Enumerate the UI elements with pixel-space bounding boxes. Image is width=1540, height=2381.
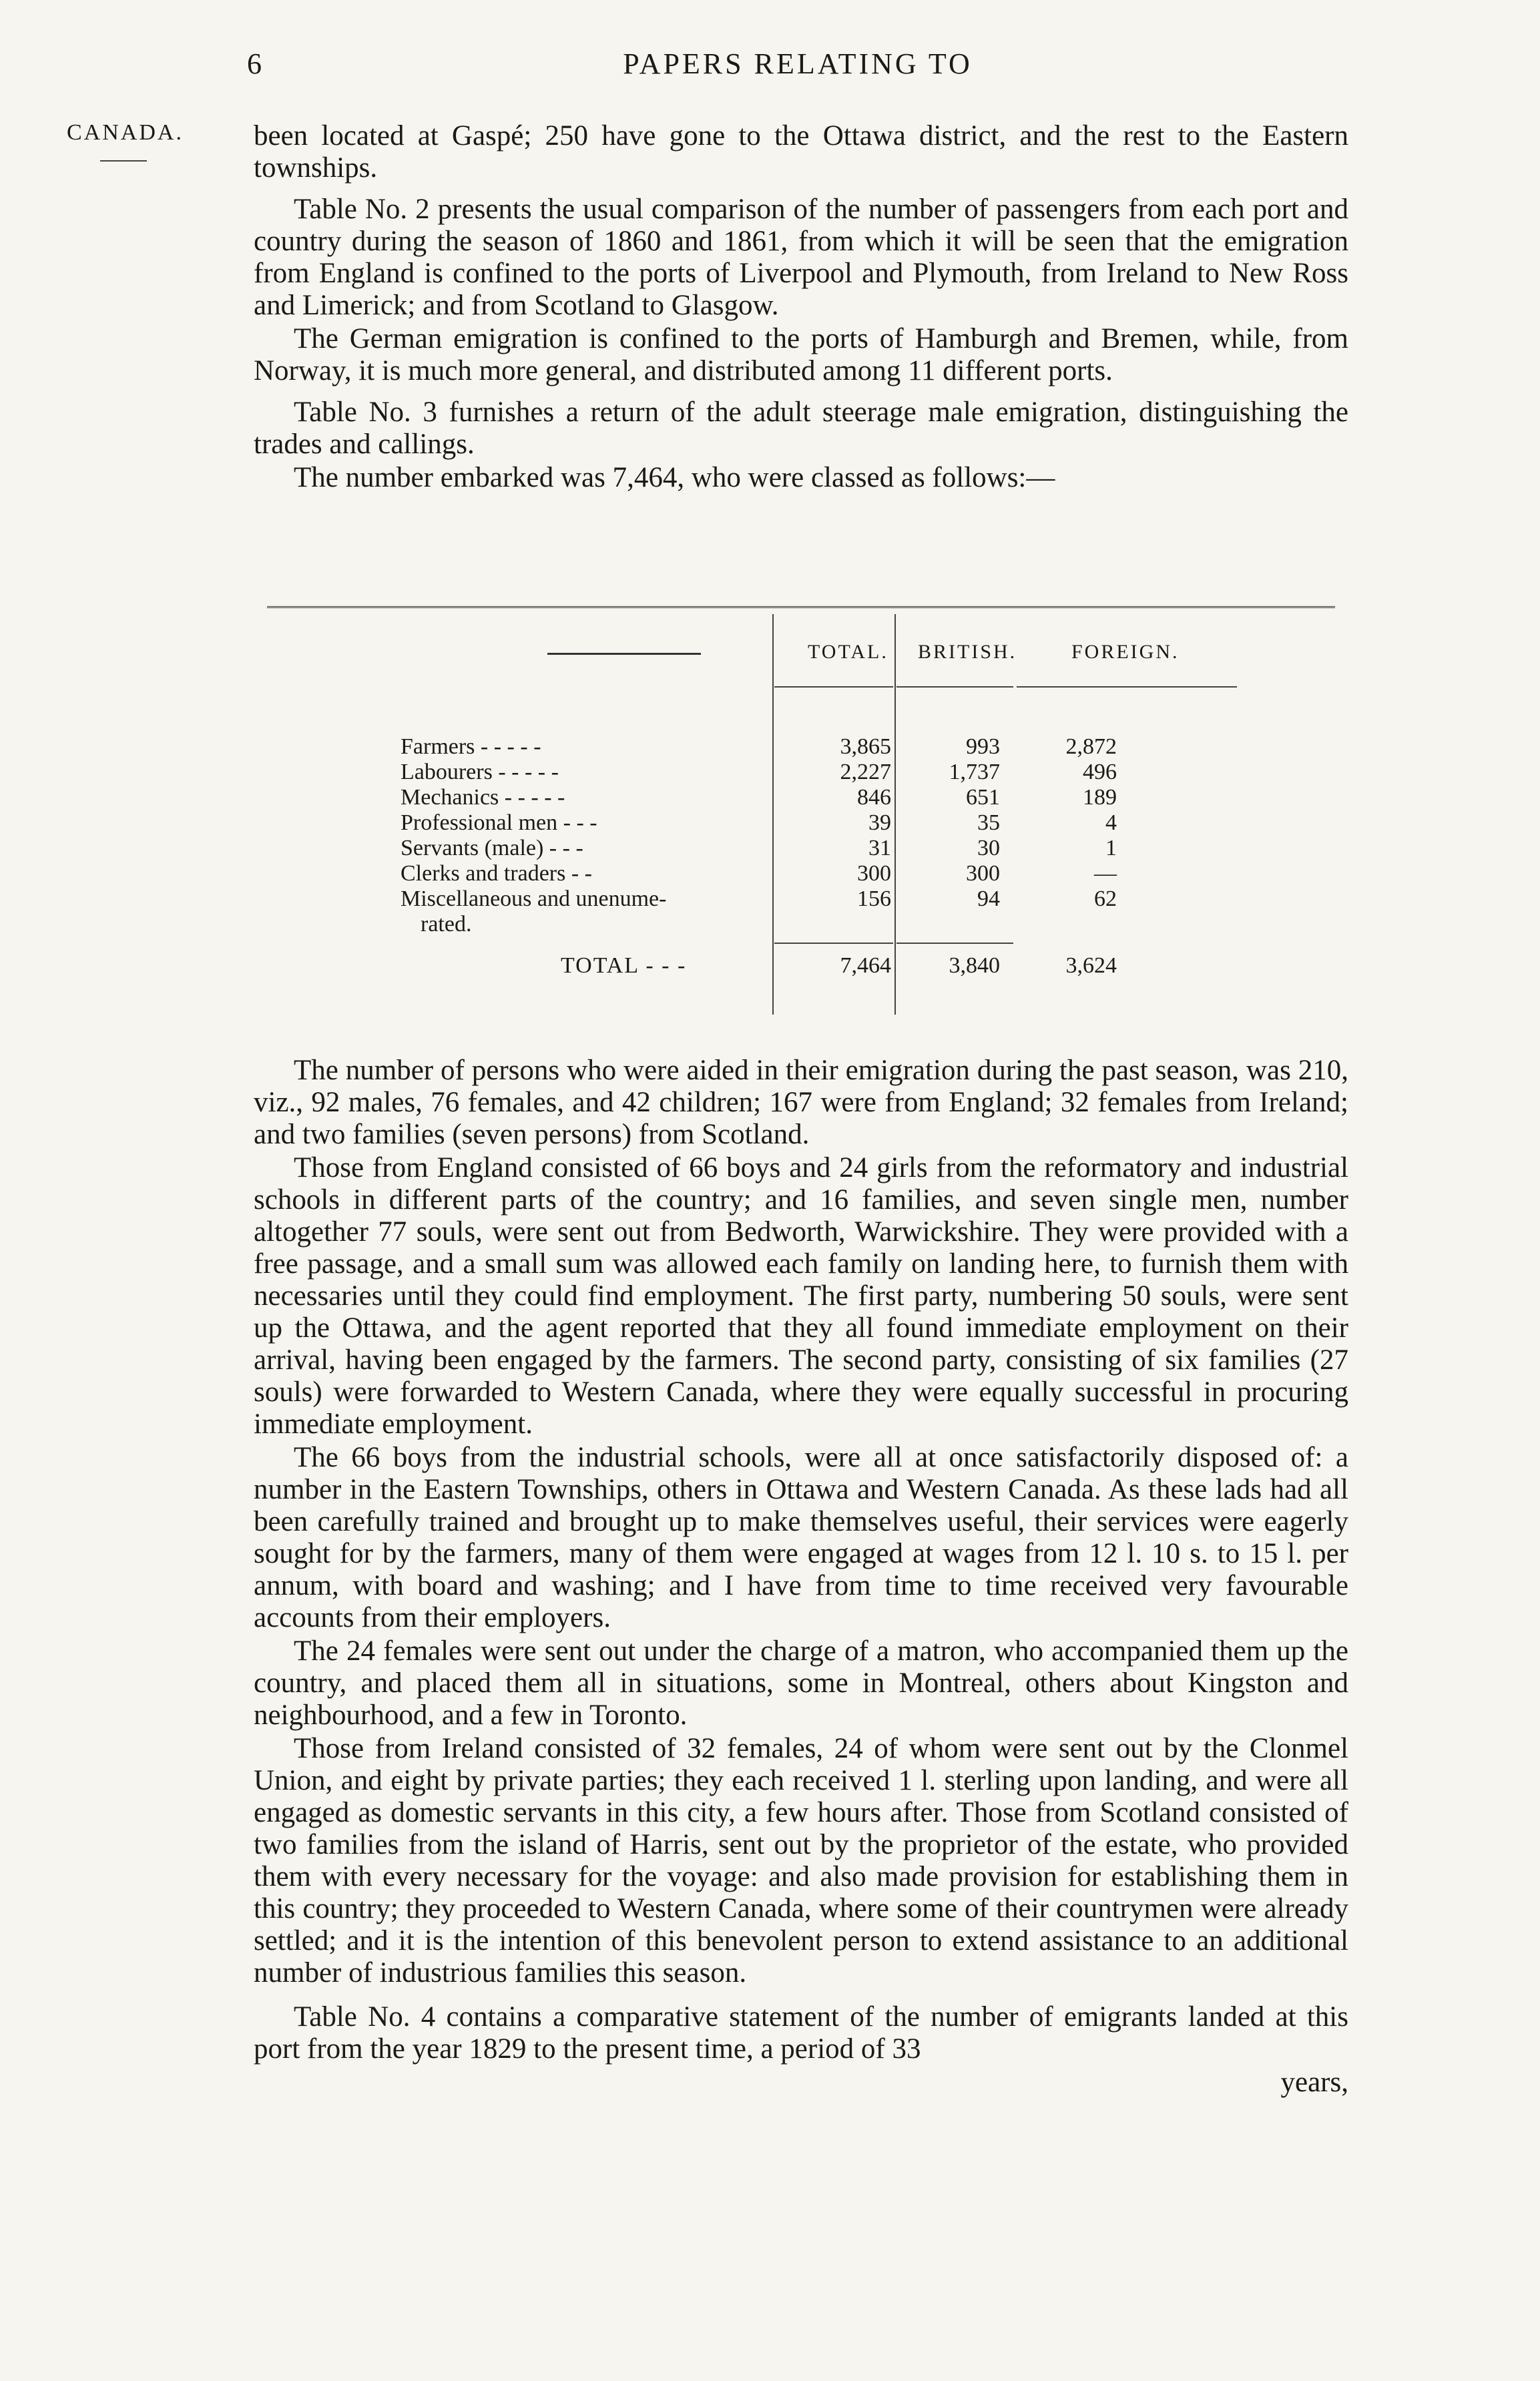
header-underline (1017, 686, 1237, 688)
cell-british: 993 (966, 734, 1000, 759)
cell-foreign: 2,872 (1065, 734, 1117, 759)
emigration-table (254, 587, 1348, 1015)
paragraph: Table No. 4 contains a comparative statement of the number of emigrants landed at this port from the year 1829 to the present time, a period of 33 (254, 2001, 1348, 2065)
cell-british: 300 (966, 861, 1000, 886)
cell-foreign: 189 (1083, 785, 1117, 810)
row-label: Mechanics - - - - - (401, 785, 565, 810)
paragraph: The number embarked was 7,464, who were classed as follows:— (294, 462, 1055, 493)
cell-total: 3,865 (840, 734, 891, 759)
cell-total: 39 (868, 810, 891, 835)
paragraph: been located at Gaspé; 250 have gone to the Ottawa district, and the rest to the Eastern townships. (254, 120, 1348, 184)
paragraph: The number of persons who were aided in their emigration during the past season, was 210, viz., 92 males, 76 females, and 42 children; 167 were from England; 32 females from Ireland; and two families (seven persons) from Scotland. (254, 1055, 1348, 1150)
body-text-top (254, 120, 1348, 494)
column-header-foreign: FOREIGN. (1071, 641, 1180, 663)
column-header-total: TOTAL. (808, 641, 888, 663)
row-label: Labourers - - - - - (401, 760, 559, 784)
paragraph: The 24 females were sent out under the charge of a matron, who accompanied them up the country, and placed them all in situations, some in Montreal, others about Kingston and neighbourhood, and a few in Toronto. (254, 1635, 1348, 1731)
column-divider (772, 614, 774, 1015)
cell-total: 300 (857, 861, 891, 886)
cell-british: 651 (966, 785, 1000, 810)
column-header-british: BRITISH. (918, 641, 1017, 663)
page-title: PAPERS RELATING TO (623, 47, 973, 80)
header-underline (896, 686, 1013, 688)
catchword: years, (1280, 2067, 1348, 2098)
cell-total: 2,227 (840, 760, 891, 784)
paragraph: The German emigration is confined to the ports of Hamburgh and Bremen, while, from Norway, it is much more general, and distributed among 11 different ports. (254, 323, 1348, 386)
row-label: Farmers - - - - - (401, 734, 541, 759)
cell-foreign: 1 (1105, 836, 1117, 860)
paragraph: Those from Ireland consisted of 32 females, 24 of whom were sent out by the Clonmel Union, and eight by private parties; they each received 1 l. sterling upon landing, and were all engaged as domestic servants in this city, a few hours after. Those from Scotland consisted of two families from the island of Harris, sent out by the proprietor of the estate, who provided them with every necessary for the voyage: and also made provision for establishing them in this country; they proceeded to Western Canada, where some of their countrymen were already settled; and it is the intention of this benevolent person to extend assistance to an additional number of industrious families this season. (254, 1733, 1348, 1989)
paragraph: Table No. 3 furnishes a return of the adult steerage male emigration, distinguishing the trades and callings. (254, 396, 1348, 460)
total-row-label: TOTAL - - - (561, 953, 687, 978)
paragraph: Table No. 2 presents the usual comparison of the number of passengers from each port and country during the season of 1860 and 1861, from which it will be seen that the emigration from England is confined to the ports of Liverpool and Plymouth, from Ireland to New Ross and Limerick; and from Scotland to Glasgow. (254, 194, 1348, 321)
body-text-bottom (254, 1055, 1348, 2099)
sum-rule (774, 943, 893, 944)
cell-british: 94 (977, 886, 1000, 911)
cell-foreign: — (1094, 861, 1117, 886)
cell-foreign: 62 (1094, 886, 1117, 911)
cell-total: 846 (857, 785, 891, 810)
cell-british: 1,737 (949, 760, 1000, 784)
cell-british: 30 (977, 836, 1000, 860)
sum-rule (896, 943, 1013, 944)
total-cell-british: 3,840 (949, 953, 1000, 978)
cell-total: 156 (857, 886, 891, 911)
header-underline (774, 686, 893, 688)
cell-british: 35 (977, 810, 1000, 835)
margin-label: CANADA. (67, 120, 184, 145)
margin-rule (100, 160, 147, 162)
paragraph: The 66 boys from the industrial schools, were all at once satisfactorily disposed of: a number in the Eastern Townships, others in Ottawa and Western Canada. As these lads had all been carefully trained and brought up to make themselves useful, their services were eagerly sought for by the farmers, many of them were engaged at wages from 12 l. 10 s. to 15 l. per annum, with board and washing; and I have from time to time received very favourable accounts from their employers. (254, 1442, 1348, 1633)
total-cell: 7,464 (840, 953, 891, 978)
row-label: Professional men - - - (401, 810, 597, 835)
paragraph: Those from England consisted of 66 boys and 24 girls from the reformatory and industrial schools in different parts of the country; and 16 families, and seven single men, number altogether 77 souls, were sent out from Bedworth, Warwickshire. They were provided with a free passage, and a small sum was allowed each family on landing here, to furnish them with necessaries until they could find employment. The first party, numbering 50 souls, were sent up the Ottawa, and the agent reported that they all found immediate employment on their arrival, having been engaged by the farmers. The second party, consisting of six families (27 souls) were forwarded to Western Canada, where they were equally successful in procuring immediate employment. (254, 1152, 1348, 1440)
row-label: Miscellaneous and unenume- (401, 886, 667, 911)
cell-foreign: 4 (1105, 810, 1117, 835)
page-number: 6 (247, 47, 262, 80)
header-dash (547, 653, 701, 655)
running-head (247, 47, 1348, 87)
cell-total: 31 (868, 836, 891, 860)
cell-foreign: 496 (1083, 760, 1117, 784)
row-label: Servants (male) - - - (401, 836, 583, 860)
column-divider (894, 614, 896, 1015)
table-top-rule (267, 606, 1335, 608)
row-label: Clerks and traders - - (401, 861, 593, 886)
row-label-continued: rated. (421, 912, 472, 937)
total-cell-foreign: 3,624 (1065, 953, 1117, 978)
